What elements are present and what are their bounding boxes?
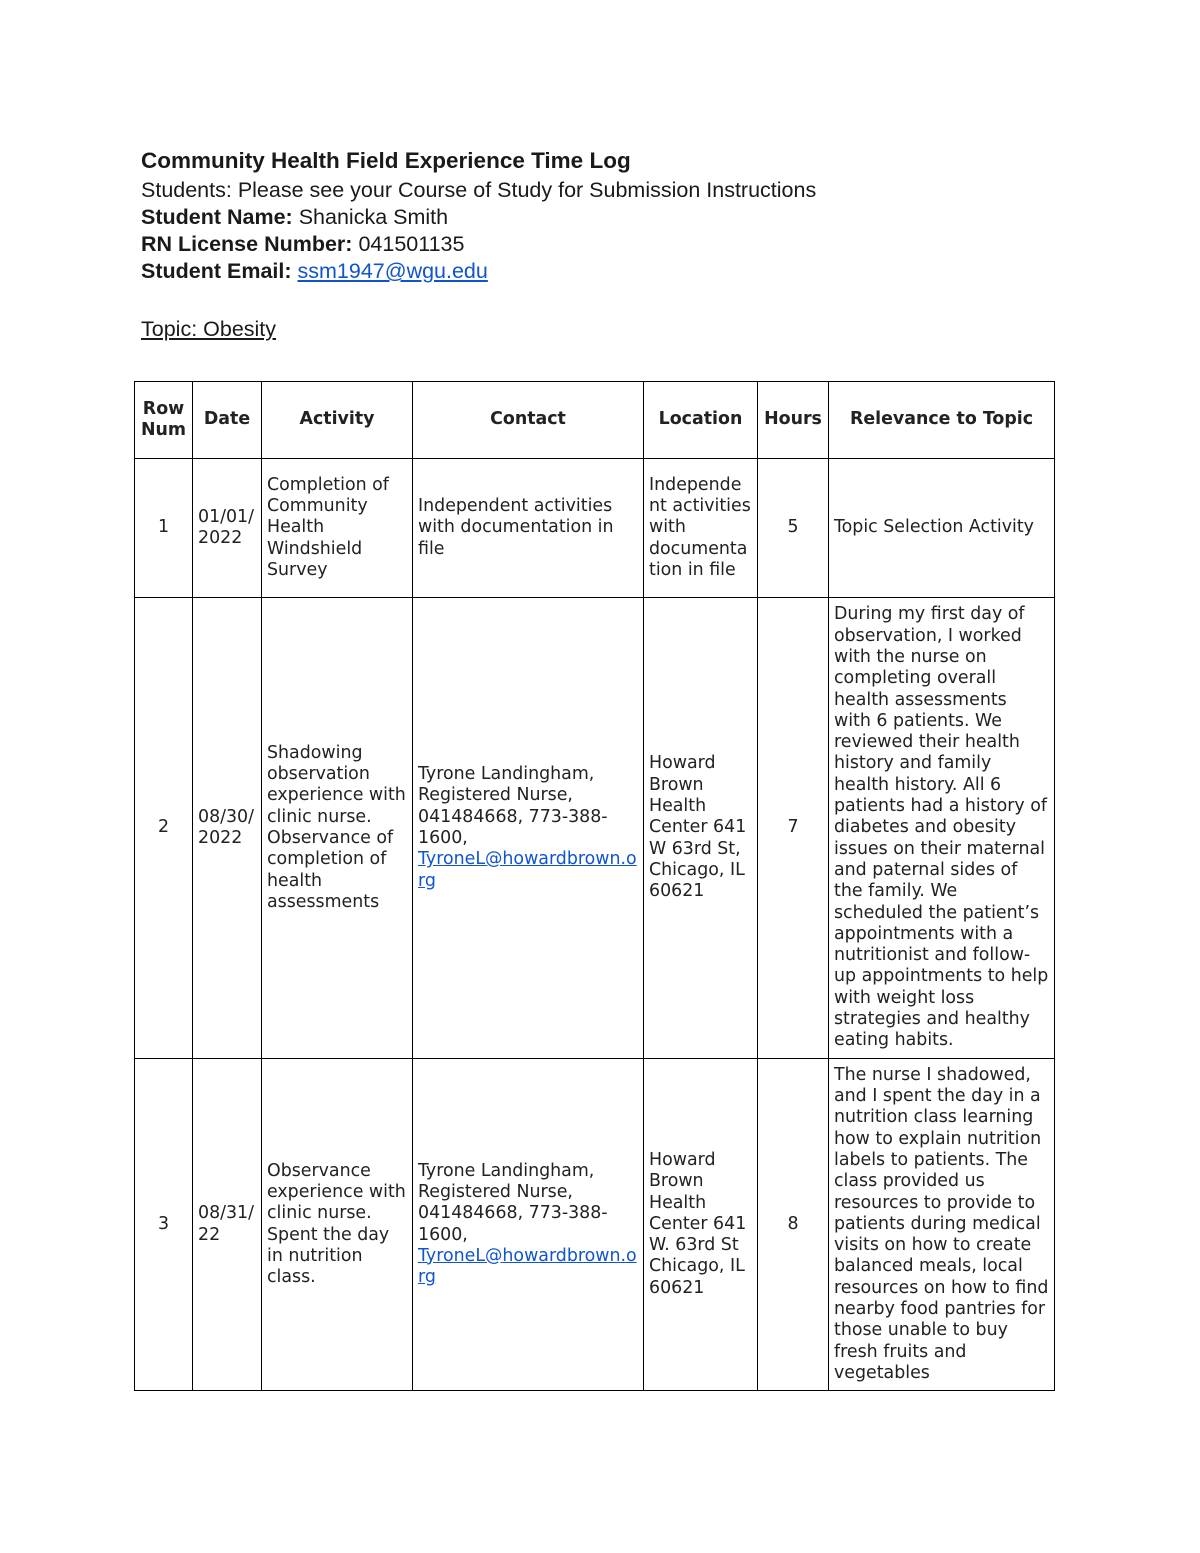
- cell-contact: [413, 1059, 644, 1391]
- table-row: [135, 1059, 1055, 1391]
- document-title: Community Health Field Experience Time Log: [141, 148, 631, 173]
- cell-row-num: 3: [135, 1059, 193, 1391]
- cell-relevance: Topic Selection Activity: [829, 459, 1055, 598]
- cell-row-num: 1: [135, 459, 193, 598]
- header-contact: Contact: [413, 382, 644, 459]
- student-name-value: Shanicka Smith: [298, 205, 449, 229]
- contact-text: Independent activities with documentation in file: [418, 496, 614, 559]
- table-row: [135, 459, 1055, 598]
- cell-activity: Shadowing observation experience with clinic nurse. Observance of completion of health assessments: [262, 598, 413, 1059]
- cell-hours: 8: [758, 1059, 829, 1391]
- contact-text: Tyrone Landingham, Registered Nurse, 041484668, 773-388-1600,: [418, 764, 608, 848]
- cell-date: 01/01/2022: [193, 459, 262, 598]
- cell-hours: 7: [758, 598, 829, 1059]
- instructions-text: Students: Please see your Course of Study for Submission Instructions: [141, 178, 817, 202]
- cell-activity: Completion of Community Health Windshield Survey: [262, 459, 413, 598]
- cell-contact: [413, 459, 644, 598]
- time-log-table: [134, 381, 1055, 1391]
- rn-license-value: 041501135: [358, 232, 465, 256]
- student-email-link[interactable]: ssm1947@wgu.edu: [297, 259, 488, 283]
- header-location: Location: [644, 382, 758, 459]
- header-hours: Hours: [758, 382, 829, 459]
- student-name-label: Student Name:: [141, 205, 293, 229]
- cell-date: 08/30/2022: [193, 598, 262, 1059]
- cell-relevance: During my first day of observation, I worked with the nurse on completing overall health assessments with 6 patients. We reviewed their health history and family health history. All 6 patients had a history of diabetes and obesity issues on their maternal and paternal sides of the family. We scheduled the patient’s appointments with a nutritionist and follow-up appointments to help with weight loss strategies and healthy eating habits.: [829, 598, 1055, 1059]
- table-header-row: [135, 382, 1055, 459]
- header-row-num: Row Num: [135, 382, 193, 459]
- topic-heading: Topic: Obesity: [141, 317, 277, 341]
- cell-relevance: The nurse I shadowed, and I spent the day in a nutrition class learning how to explain nutrition labels to patients. The class provided us resources to provide to patients during medical visits on how to create balanced meals, local resources on how to find nearby food pantries for those unable to buy fresh fruits and vegetables: [829, 1059, 1055, 1391]
- cell-location: Howard Brown Health Center 641 W 63rd St, Chicago, IL 60621: [644, 598, 758, 1059]
- cell-location: Independent activities with documentation in file: [644, 459, 758, 598]
- cell-contact: [413, 598, 644, 1059]
- cell-activity: Observance experience with clinic nurse. Spent the day in nutrition class.: [262, 1059, 413, 1391]
- header-relevance: Relevance to Topic: [829, 382, 1055, 459]
- header-date: Date: [193, 382, 262, 459]
- contact-text: Tyrone Landingham, Registered Nurse, 041484668, 773-388-1600,: [418, 1160, 608, 1245]
- rn-license-line: [141, 231, 1081, 258]
- student-email-label: Student Email:: [141, 259, 292, 283]
- cell-location: Howard Brown Health Center 641 W. 63rd St Chicago, IL 60621: [644, 1059, 758, 1391]
- contact-email-link[interactable]: TyroneL@howardbrown.org: [418, 849, 637, 891]
- cell-row-num: 2: [135, 598, 193, 1059]
- student-name-line: [141, 204, 1081, 231]
- cell-hours: 5: [758, 459, 829, 598]
- rn-license-label: RN License Number:: [141, 232, 353, 256]
- contact-email-link[interactable]: TyroneL@howardbrown.org: [418, 1245, 637, 1288]
- cell-date: 08/31/22: [193, 1059, 262, 1391]
- table-row: [135, 598, 1055, 1059]
- document-header: [141, 145, 1081, 365]
- header-activity: Activity: [262, 382, 413, 459]
- student-email-line: [141, 258, 1081, 285]
